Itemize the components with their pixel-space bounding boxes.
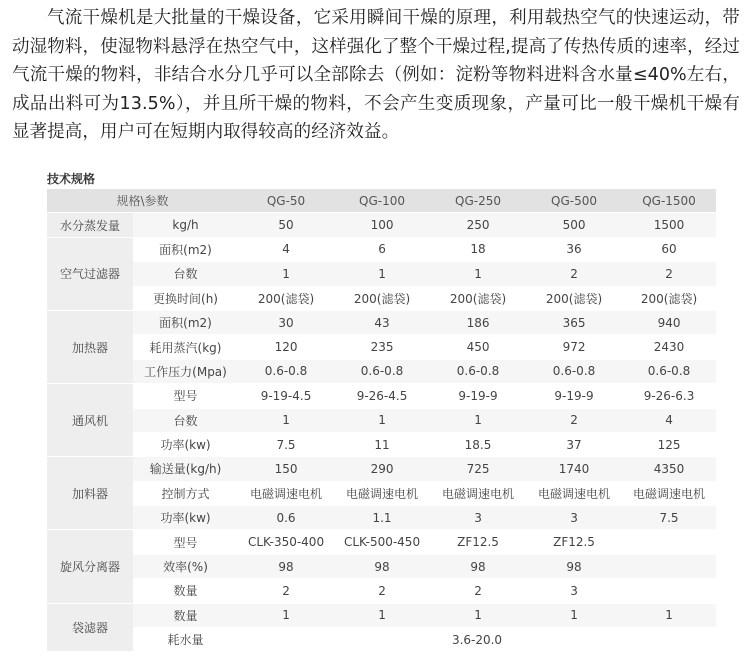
value-cell: 电磁调速电机: [238, 481, 334, 505]
table-row: [47, 262, 716, 286]
param-label-cell: 面积(m2): [133, 237, 238, 261]
value-cell: 290: [334, 457, 430, 481]
value-cell: 0.6-0.8: [334, 359, 430, 383]
value-cell: 37: [526, 432, 622, 456]
value-cell: 2: [334, 579, 430, 603]
value-cell: 2: [526, 262, 622, 286]
value-cell: 120: [238, 335, 334, 359]
header-model-cell: QG-1500: [622, 189, 716, 213]
param-label-cell: 工作压力(Mpa): [133, 359, 238, 383]
value-cell: 250: [430, 213, 526, 237]
value-cell: 500: [526, 213, 622, 237]
value-cell: 1: [334, 603, 430, 627]
param-label-cell: 功率(kw): [133, 506, 238, 530]
group-label-cell: 旋风分离器: [47, 530, 133, 603]
value-cell: 50: [238, 213, 334, 237]
value-cell: 2: [526, 408, 622, 432]
table-row: [47, 432, 716, 456]
value-cell: 0.6-0.8: [430, 359, 526, 383]
intro-paragraph: 气流干燥机是大批量的干燥设备，它采用瞬间干燥的原理，利用载热空气的快速运动，带动湿物料，使湿物料悬浮在热空气中，这样强化了整个干燥过程,提高了传热传质的速率，经过气流干燥的物料，非结合水分几乎可以全部除去（例如：淀粉等物料进料含水量≤40%左右，成品出料可为13.5%），并且所干燥的物料，不会产生变质现象，产量可比一般干燥机干燥有显著提高，用户可在短期内取得较高的经济效益。: [12, 8, 740, 142]
value-cell: 98: [526, 554, 622, 578]
value-cell: [622, 554, 716, 578]
value-cell: 1.1: [334, 506, 430, 530]
header-model-cell: QG-100: [334, 189, 430, 213]
value-cell: 6: [334, 237, 430, 261]
value-cell: 972: [526, 335, 622, 359]
table-row: [47, 286, 716, 310]
value-cell: 3: [526, 506, 622, 530]
value-cell: 1: [430, 408, 526, 432]
param-label-cell: 耗水量: [133, 628, 238, 652]
value-cell: 365: [526, 310, 622, 334]
value-cell: 235: [334, 335, 430, 359]
value-cell: ZF12.5: [430, 530, 526, 554]
value-cell: 1: [430, 603, 526, 627]
value-cell: 9-19-9: [526, 384, 622, 408]
value-cell: 186: [430, 310, 526, 334]
param-label-cell: 输送量(kg/h): [133, 457, 238, 481]
param-label-cell: kg/h: [133, 213, 238, 237]
value-cell: 3: [526, 579, 622, 603]
table-row: [47, 213, 716, 237]
value-cell: 9-19-4.5: [238, 384, 334, 408]
value-cell: 1: [238, 603, 334, 627]
value-cell: 30: [238, 310, 334, 334]
header-model-cell: QG-250: [430, 189, 526, 213]
header-label-cell: 规格\参数: [47, 189, 238, 213]
value-cell: 0.6: [238, 506, 334, 530]
value-cell: 1: [334, 262, 430, 286]
value-cell: 200(滤袋): [526, 286, 622, 310]
value-cell: 1: [622, 603, 716, 627]
param-label-cell: 数量: [133, 579, 238, 603]
header-model-cell: QG-50: [238, 189, 334, 213]
value-cell: 1: [334, 408, 430, 432]
value-cell: 200(滤袋): [238, 286, 334, 310]
table-header-row: [47, 189, 716, 213]
value-cell: CLK-350-400: [238, 530, 334, 554]
value-cell: 2: [430, 579, 526, 603]
param-label-cell: 面积(m2): [133, 310, 238, 334]
value-cell: 4: [622, 408, 716, 432]
group-label-cell: 空气过滤器: [47, 237, 133, 310]
param-label-cell: 控制方式: [133, 481, 238, 505]
value-cell: 2430: [622, 335, 716, 359]
table-row: [47, 554, 716, 578]
value-cell: 电磁调速电机: [334, 481, 430, 505]
value-cell: 电磁调速电机: [622, 481, 716, 505]
value-cell: 4: [238, 237, 334, 261]
table-row: [47, 237, 716, 261]
param-label-cell: 耗用蒸汽(kg): [133, 335, 238, 359]
value-cell: 7.5: [622, 506, 716, 530]
merged-value-cell: 3.6-20.0: [238, 628, 716, 652]
group-label-cell: 通风机: [47, 384, 133, 457]
value-cell: 4350: [622, 457, 716, 481]
param-label-cell: 功率(kw): [133, 432, 238, 456]
value-cell: 450: [430, 335, 526, 359]
value-cell: 1740: [526, 457, 622, 481]
value-cell: 电磁调速电机: [526, 481, 622, 505]
value-cell: 98: [430, 554, 526, 578]
value-cell: ZF12.5: [526, 530, 622, 554]
table-row: [47, 530, 716, 554]
header-model-cell: QG-500: [526, 189, 622, 213]
value-cell: 电磁调速电机: [430, 481, 526, 505]
value-cell: 60: [622, 237, 716, 261]
value-cell: 200(滤袋): [622, 286, 716, 310]
value-cell: 7.5: [238, 432, 334, 456]
value-cell: 0.6-0.8: [238, 359, 334, 383]
value-cell: CLK-500-450: [334, 530, 430, 554]
value-cell: 98: [238, 554, 334, 578]
value-cell: 0.6-0.8: [526, 359, 622, 383]
value-cell: 1: [526, 603, 622, 627]
table-row: [47, 384, 716, 408]
value-cell: 43: [334, 310, 430, 334]
spec-table: [47, 189, 716, 652]
spec-table-body: [47, 189, 716, 652]
table-row: [47, 359, 716, 383]
table-row: [47, 603, 716, 627]
value-cell: 100: [334, 213, 430, 237]
value-cell: 98: [334, 554, 430, 578]
value-cell: [622, 579, 716, 603]
param-label-cell: 型号: [133, 530, 238, 554]
param-label-cell: 型号: [133, 384, 238, 408]
param-label-cell: 数量: [133, 603, 238, 627]
group-label-cell: 加料器: [47, 457, 133, 530]
value-cell: [622, 530, 716, 554]
value-cell: 36: [526, 237, 622, 261]
value-cell: 0.6-0.8: [622, 359, 716, 383]
group-label-cell: 水分蒸发量: [47, 213, 133, 237]
value-cell: 1: [238, 408, 334, 432]
value-cell: 1500: [622, 213, 716, 237]
value-cell: 18: [430, 237, 526, 261]
table-row: [47, 457, 716, 481]
table-row: [47, 408, 716, 432]
table-row: [47, 310, 716, 334]
group-label-cell: 加热器: [47, 310, 133, 383]
value-cell: 150: [238, 457, 334, 481]
value-cell: 200(滤袋): [430, 286, 526, 310]
value-cell: 940: [622, 310, 716, 334]
table-row: [47, 506, 716, 530]
table-row: [47, 628, 716, 652]
param-label-cell: 台数: [133, 408, 238, 432]
value-cell: 125: [622, 432, 716, 456]
table-row: [47, 579, 716, 603]
value-cell: 9-26-4.5: [334, 384, 430, 408]
value-cell: 9-19-9: [430, 384, 526, 408]
value-cell: 2: [238, 579, 334, 603]
value-cell: 2: [622, 262, 716, 286]
value-cell: 1: [430, 262, 526, 286]
group-label-cell: 袋滤器: [47, 603, 133, 652]
value-cell: 200(滤袋): [334, 286, 430, 310]
value-cell: 725: [430, 457, 526, 481]
param-label-cell: 台数: [133, 262, 238, 286]
section-title: 技术规格: [47, 172, 96, 186]
value-cell: 9-26-6.3: [622, 384, 716, 408]
table-row: [47, 481, 716, 505]
value-cell: 1: [238, 262, 334, 286]
value-cell: 3: [430, 506, 526, 530]
table-row: [47, 335, 716, 359]
param-label-cell: 更换时间(h): [133, 286, 238, 310]
value-cell: 18.5: [430, 432, 526, 456]
value-cell: 11: [334, 432, 430, 456]
param-label-cell: 效率(%): [133, 554, 238, 578]
